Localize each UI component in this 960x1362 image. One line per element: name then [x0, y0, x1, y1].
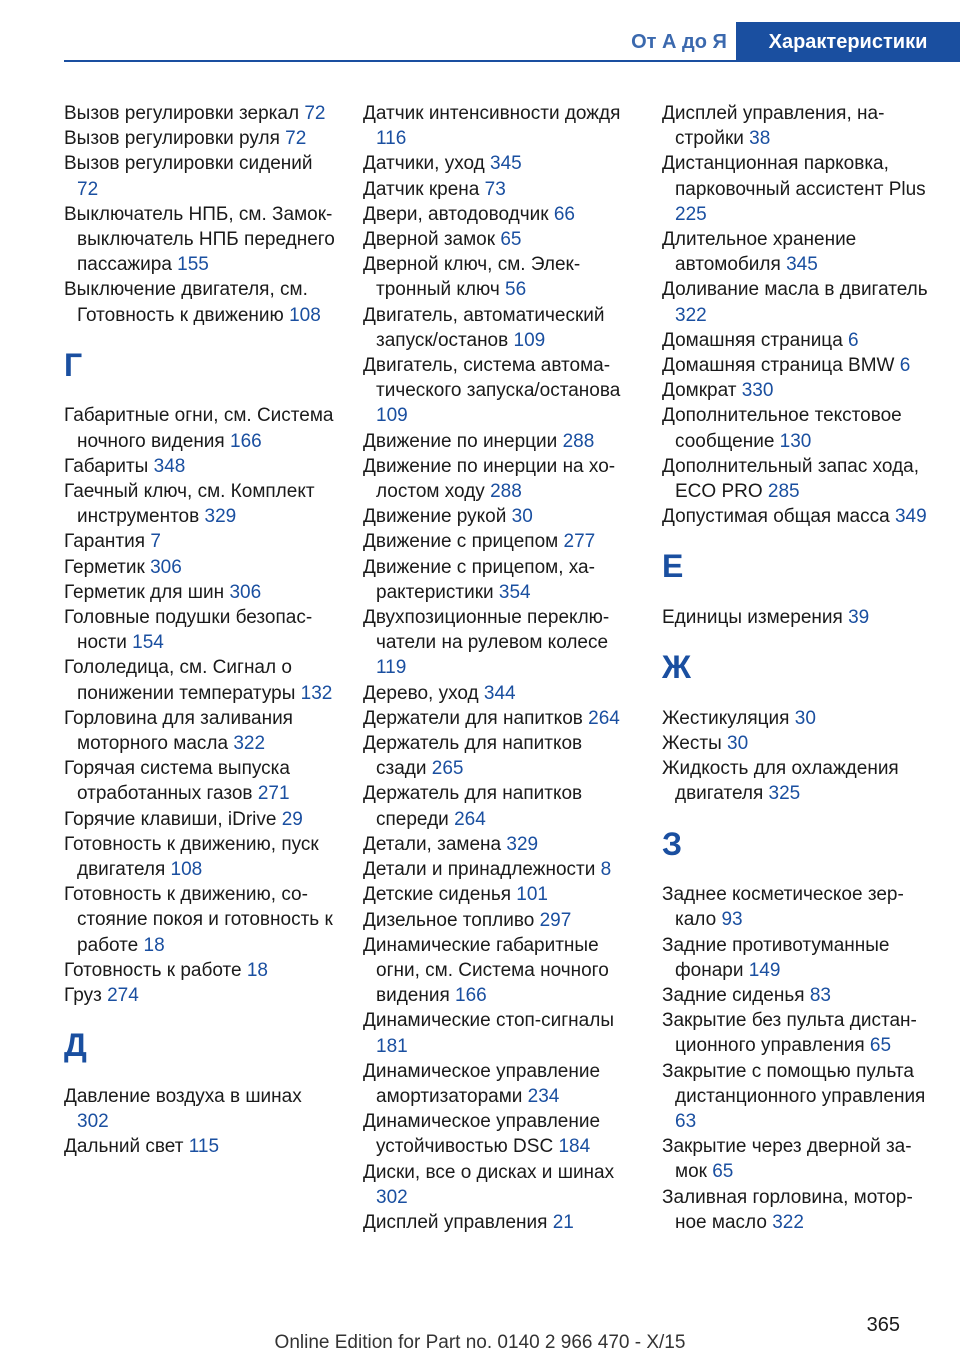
index-entry	[363, 781, 635, 831]
index-entry	[363, 353, 635, 429]
index-page-link[interactable]: 6	[899, 355, 911, 377]
index-page-link[interactable]: 271	[257, 783, 290, 805]
index-entry	[64, 958, 336, 983]
index-entry-text: Закрытие с помощью пульта дистанционного управления	[662, 1060, 926, 1107]
index-entry-text: Датчики, уход	[363, 153, 485, 175]
index-entry-text: Горячие клавиши, iDrive	[64, 808, 277, 830]
index-entry	[662, 504, 934, 529]
index-entry	[64, 555, 336, 580]
index-entry	[64, 1084, 336, 1134]
index-entry-text: Динамические стоп-сигналы	[363, 1010, 614, 1032]
index-page-link[interactable]: 225	[675, 203, 707, 225]
index-letter-heading: Г	[64, 346, 83, 383]
index-entry	[64, 605, 336, 655]
index-entry	[64, 580, 336, 605]
page-number: 365	[866, 1314, 900, 1336]
index-page-link[interactable]: 306	[150, 556, 182, 578]
index-entry	[363, 1008, 635, 1058]
index-entry-text: Детали, замена	[363, 833, 502, 855]
index-entry-text: Жестикуляция	[662, 707, 790, 729]
index-page-link[interactable]: 18	[246, 959, 268, 981]
index-page-link[interactable]: 7	[150, 531, 161, 553]
index-entry	[363, 303, 635, 353]
index-column-3	[662, 101, 934, 1235]
index-entry-text: Заливная горловина, моторное масло	[662, 1186, 913, 1233]
index-page-link[interactable]: 109	[513, 329, 546, 351]
index-entry	[363, 908, 635, 933]
index-entry	[64, 529, 336, 554]
index-entry	[64, 101, 336, 126]
index-page-link[interactable]: 149	[748, 959, 781, 981]
index-page-link[interactable]: 322	[772, 1211, 804, 1233]
index-entry	[64, 832, 336, 882]
index-page-link[interactable]: 166	[230, 430, 262, 452]
index-entry	[363, 933, 635, 1009]
index-entry-text: Давление воздуха в шинах	[64, 1085, 302, 1107]
index-entry-text: Вызов регулировки сидений	[64, 153, 313, 175]
index-entry-text: Домашняя страница	[662, 329, 843, 351]
index-entry	[662, 454, 934, 504]
index-page-link[interactable]: 155	[177, 254, 209, 276]
index-entry-text: Дизельное топливо	[363, 909, 535, 931]
index-entry	[662, 983, 934, 1008]
index-page-link[interactable]: 30	[511, 506, 533, 528]
index-page-link[interactable]: 264	[588, 707, 620, 729]
index-entry	[662, 101, 934, 151]
index-page-link[interactable]: 288	[562, 430, 595, 452]
index-page-link[interactable]: 330	[741, 380, 774, 402]
index-page-link[interactable]: 83	[809, 985, 831, 1007]
index-entry-text: Движение рукой	[363, 506, 507, 528]
index-entry	[64, 126, 336, 151]
index-entry-text: Двигатель, система автоматического запуска/останова	[363, 355, 621, 402]
index-entry-text: Готовность к работе	[64, 959, 242, 981]
index-entry-text: Герметик для шин	[64, 581, 225, 603]
index-entry-text: Жидкость для охлаждения двигателя	[662, 758, 899, 805]
index-page-link[interactable]: 119	[376, 657, 407, 679]
index-page-link[interactable]: 130	[779, 430, 812, 452]
index-entry	[662, 756, 934, 806]
index-entry	[64, 1134, 336, 1159]
index-page-link[interactable]: 181	[376, 1035, 408, 1057]
index-entry-text: Выключение двигателя, см. Готовность к движению	[64, 279, 308, 326]
header-section-link[interactable]: От А до Я	[631, 31, 727, 53]
index-page-link[interactable]: 6	[848, 329, 859, 351]
index-entry-text: Габариты	[64, 455, 149, 477]
index-entry	[363, 1059, 635, 1109]
index-entry-text: Датчик интенсивности дождя	[363, 103, 621, 124]
index-page-link[interactable]: 322	[233, 733, 266, 755]
index-page-link[interactable]: 66	[553, 203, 575, 225]
index-page-link[interactable]: 30	[727, 733, 749, 755]
index-page-link[interactable]: 21	[552, 1211, 574, 1233]
index-page-link[interactable]: 65	[869, 1035, 892, 1057]
header-tab-active[interactable]: Характеристики	[736, 22, 960, 62]
index-page-link[interactable]: 63	[675, 1111, 697, 1133]
index-entry	[363, 1109, 635, 1159]
index-entry	[363, 504, 635, 529]
index-entry-text: Диски, все о дисках и шинах	[363, 1161, 615, 1183]
index-entry	[64, 655, 336, 705]
index-entry	[363, 605, 635, 681]
index-entry-text: Гололедица, см. Сигнал о понижении температуры	[64, 657, 296, 704]
index-entry	[363, 101, 635, 151]
index-entry	[363, 227, 635, 252]
index-entry-text: Движение с прицепом	[363, 531, 559, 553]
index-entry-text: Дверной ключ, см. Электронный ключ	[363, 254, 581, 301]
index-page-link[interactable]: 354	[498, 581, 531, 603]
index-letter-heading: Ж	[662, 649, 691, 686]
index-entry	[363, 882, 635, 907]
index-entry	[363, 151, 635, 176]
index-entry	[662, 378, 934, 403]
index-page-link[interactable]: 325	[768, 783, 801, 805]
index-entry-text: Готовность к движению, пуск двигателя	[64, 833, 319, 881]
index-entry-text: Доливание масла в двигатель	[662, 279, 928, 301]
index-entry	[363, 429, 635, 454]
index-entry-text: Выключатель НПБ, см. Замок-выключатель НПБ переднего пассажира	[64, 203, 335, 276]
index-entry-text: Гарантия	[64, 531, 146, 553]
index-entry-text: Допустимая общая масса	[662, 506, 890, 528]
index-entry-text: Груз	[64, 985, 102, 1007]
index-page-link[interactable]: 8	[600, 859, 612, 881]
index-entry	[64, 454, 336, 479]
index-page-link[interactable]: 72	[285, 128, 307, 150]
index-entry	[662, 1134, 934, 1184]
index-page-link[interactable]: 349	[894, 506, 927, 528]
index-page-link[interactable]: 109	[376, 405, 408, 427]
index-entry-text: Готовность к движению, состояние покоя и готовность к работе	[64, 884, 333, 956]
index-page-link[interactable]: 329	[506, 833, 539, 855]
index-entry-text: Детские сиденья	[363, 884, 512, 906]
index-entry-text: Длительное хранение автомобиля	[662, 229, 857, 276]
index-page-link[interactable]: 345	[490, 153, 522, 175]
index-entry-text: Держатели для напитков	[363, 707, 583, 729]
index-entry	[662, 277, 934, 327]
index-entry-text: Двигатель, автоматический запуск/останов	[363, 304, 605, 351]
index-page-link[interactable]: 234	[527, 1085, 560, 1107]
index-entry	[363, 1210, 635, 1235]
index-entry-text: Динамические габаритные огни, см. Система ночного видения	[363, 934, 609, 1007]
index-entry-text: Движение по инерции	[363, 430, 558, 452]
index-entry	[64, 277, 336, 327]
index-page-link[interactable]: 274	[107, 985, 139, 1007]
index-page-link[interactable]: 132	[300, 682, 333, 704]
index-entry	[64, 756, 336, 806]
index-entry-text: Движение с прицепом, характеристики	[363, 556, 595, 603]
index-entry	[64, 882, 336, 958]
index-entry-text: Домашняя страница BMW	[662, 355, 895, 377]
index-page-link[interactable]: 101	[516, 884, 548, 906]
index-entry-text: Габаритные огни, см. Система ночного видения	[64, 405, 334, 452]
index-entry	[363, 529, 635, 554]
index-entry	[64, 706, 336, 756]
index-entry	[662, 403, 934, 453]
index-page-link[interactable]: 285	[767, 481, 800, 503]
index-entry	[363, 681, 635, 706]
index-entry	[662, 353, 934, 378]
index-entry-text: Головные подушки безопасности	[64, 607, 313, 654]
index-entry	[662, 227, 934, 277]
index-page-link[interactable]: 166	[455, 985, 487, 1007]
index-entry-text: Движение по инерции на холостом ходу	[363, 455, 616, 503]
index-page-link[interactable]: 265	[431, 758, 464, 780]
index-page-link[interactable]: 73	[484, 178, 506, 200]
index-page-link[interactable]: 72	[304, 103, 326, 124]
index-entry-text: Дополнительный запас хода, ECO PRO	[662, 455, 920, 503]
index-entry-text: Дисплей управления	[363, 1211, 548, 1233]
index-page-link[interactable]: 306	[229, 581, 262, 603]
index-entry-text: Герметик	[64, 556, 145, 578]
index-page-link[interactable]: 65	[712, 1161, 734, 1183]
index-page-link[interactable]: 288	[490, 481, 522, 503]
index-entry	[363, 1160, 635, 1210]
index-entry	[662, 882, 934, 932]
index-entry-text: Дополнительное текстовое сообщение	[662, 405, 902, 452]
index-entry	[363, 706, 635, 731]
index-letter-heading: Д	[64, 1027, 87, 1064]
index-entry-text: Датчик крена	[363, 178, 480, 200]
index-entry-text: Горячая система выпуска отработанных газов	[64, 758, 290, 805]
index-entry	[363, 731, 635, 781]
index-page-link[interactable]: 65	[500, 229, 522, 251]
index-entry	[64, 202, 336, 278]
index-entry-text: Заднее косметическое зеркало	[662, 884, 904, 931]
index-entry	[662, 151, 934, 227]
index-entry-text: Горловина для заливания моторного масла	[64, 707, 293, 755]
index-letter-heading: Е	[662, 548, 684, 585]
index-entry-text: Закрытие через дверной замок	[662, 1136, 912, 1183]
index-entry-text: Жесты	[662, 733, 722, 755]
index-entry-text: Дерево, уход	[363, 682, 479, 704]
index-entry	[64, 403, 336, 453]
index-page-link[interactable]: 116	[376, 128, 407, 150]
index-page-link[interactable]: 297	[539, 909, 572, 931]
index-entry	[64, 807, 336, 832]
index-entry-text: Гаечный ключ, см. Комплект инструментов	[64, 481, 315, 528]
index-page-link[interactable]: 38	[749, 128, 771, 150]
index-entry-text: Задние сиденья	[662, 985, 805, 1007]
index-entry-text: Вызов регулировки руля	[64, 128, 280, 150]
index-entry-text: Двухпозиционные переключатели на рулевом колесе	[363, 607, 610, 654]
index-page-link[interactable]: 108	[289, 304, 321, 326]
index-entry	[363, 454, 635, 504]
index-page-link[interactable]: 329	[204, 506, 237, 528]
index-entry	[662, 1185, 934, 1235]
index-entry-text: Дальний свет	[64, 1136, 184, 1158]
index-page-link[interactable]: 184	[558, 1136, 591, 1158]
index-entry-text: Задние противотуманные фонари	[662, 934, 890, 981]
index-entry-text: Динамическое управление устойчивостью DSC	[363, 1111, 601, 1158]
index-entry-text: Держатель для напитков сзади	[363, 733, 583, 780]
index-entry-text: Домкрат	[662, 380, 737, 402]
index-page-link[interactable]: 30	[794, 707, 816, 729]
index-entry	[363, 177, 635, 202]
index-page-link[interactable]: 277	[563, 531, 596, 553]
index-page-link[interactable]: 302	[77, 1111, 109, 1133]
index-entry	[64, 983, 336, 1008]
index-page-link[interactable]: 108	[170, 859, 203, 881]
index-entry	[662, 328, 934, 353]
index-entry-text: Дверной замок	[363, 229, 496, 251]
index-entry	[363, 202, 635, 227]
index-column-2	[363, 101, 635, 1235]
index-entry-text: Динамическое управление амортизаторами	[363, 1060, 601, 1107]
index-entry	[363, 832, 635, 857]
index-column-1	[64, 101, 336, 1160]
index-entry	[662, 1008, 934, 1058]
index-entry	[662, 1059, 934, 1135]
index-entry	[64, 151, 336, 201]
index-page-link[interactable]: 18	[143, 934, 165, 956]
index-page-link[interactable]: 154	[132, 632, 164, 654]
index-entry-text: Дистанционная парковка, парковочный ассистент Plus	[662, 153, 926, 200]
index-page-link[interactable]: 264	[454, 808, 486, 830]
index-page-link[interactable]: 39	[848, 607, 870, 629]
index-page-link[interactable]: 348	[153, 455, 186, 477]
index-entry	[662, 706, 934, 731]
index-entry	[363, 555, 635, 605]
index-entry	[363, 252, 635, 302]
footer-edition: Online Edition for Part no. 0140 2 966 470 - X/15	[274, 1332, 686, 1353]
index-page-link[interactable]: 344	[483, 682, 516, 704]
index-entry	[662, 605, 934, 630]
index-entry-text: Единицы измерения	[662, 607, 843, 629]
index-letter-heading: З	[662, 825, 683, 862]
index-entry	[363, 857, 635, 882]
index-entry-text: Дисплей управления, настройки	[662, 103, 885, 150]
index-entry-text: Держатель для напитков спереди	[363, 783, 583, 830]
index-entry	[662, 933, 934, 983]
index-page-link[interactable]: 115	[188, 1136, 220, 1158]
index-page-link[interactable]: 29	[281, 808, 303, 830]
index-page-link[interactable]: 345	[786, 254, 818, 276]
index-entry	[64, 479, 336, 529]
index-entry-text: Вызов регулировки зеркал	[64, 103, 300, 124]
index-entry	[662, 731, 934, 756]
index-entry-text: Детали и принадлежности	[363, 859, 596, 881]
index-page-link[interactable]: 322	[675, 304, 707, 326]
index-entry-text: Закрытие без пульта дистанционного управления	[662, 1010, 917, 1057]
index-page-link[interactable]: 56	[505, 279, 527, 301]
index-page-link[interactable]: 93	[721, 909, 743, 931]
index-page-link[interactable]: 302	[376, 1186, 408, 1208]
index-entry-text: Двери, автодоводчик	[363, 203, 549, 225]
index-page-link[interactable]: 72	[77, 178, 99, 200]
